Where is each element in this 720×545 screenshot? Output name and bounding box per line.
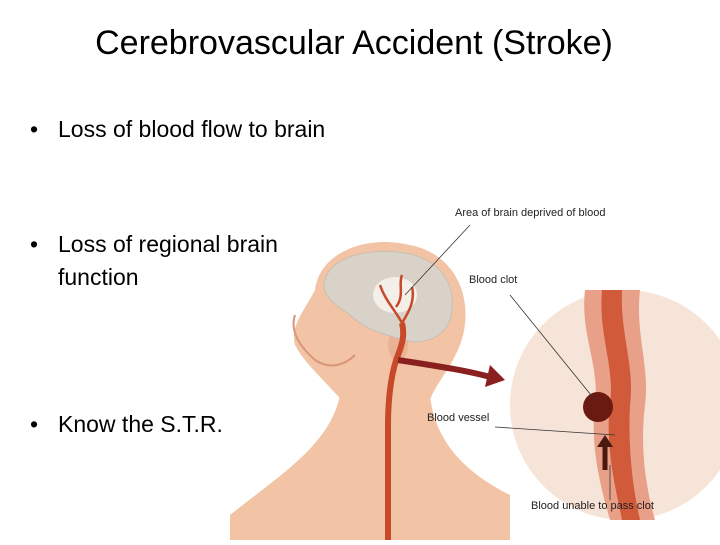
slide-title: Cerebrovascular Accident (Stroke) <box>95 24 613 62</box>
bullet-glyph: • <box>30 231 39 257</box>
bullet-glyph: • <box>30 411 39 437</box>
arrow-head-icon <box>485 365 505 387</box>
blood-clot <box>583 392 613 422</box>
label-clot: Blood clot <box>469 274 518 286</box>
bullet-item <box>30 113 388 146</box>
bullet-text: Know the S.T.R. <box>58 411 223 437</box>
bullet-glyph: • <box>30 116 39 142</box>
bullet-text: Loss of regional brain function <box>58 231 278 290</box>
label-vessel: Blood vessel <box>427 412 490 424</box>
bullet-text: Loss of blood flow to brain <box>58 116 326 142</box>
stroke-illustration <box>220 195 720 540</box>
stroke-diagram <box>220 195 720 540</box>
label-unable: Blood unable to pass clot <box>531 500 654 512</box>
label-area: Area of brain deprived of blood <box>455 207 606 219</box>
